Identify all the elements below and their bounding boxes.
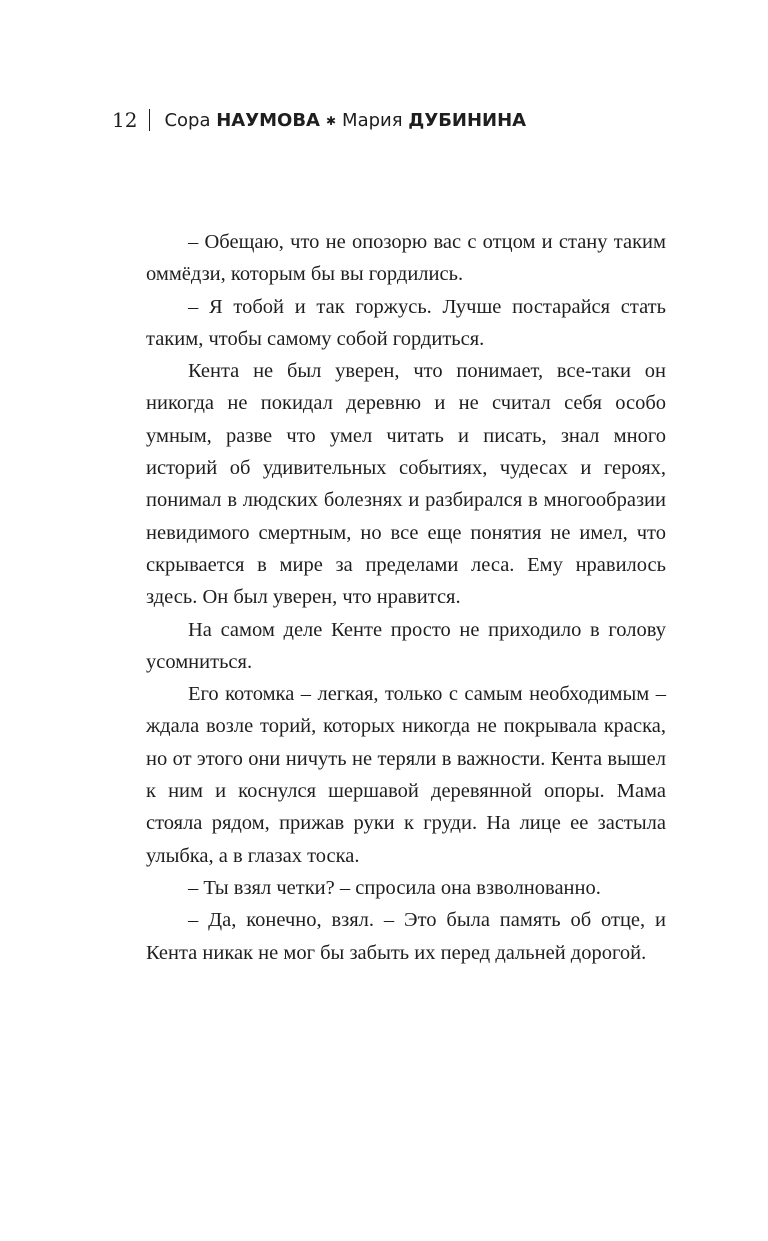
header-divider bbox=[149, 109, 150, 131]
body-text bbox=[146, 226, 666, 969]
paragraph: – Ты взял четки? – спросила она взволнованно. bbox=[188, 876, 601, 899]
paragraph: Кента не был уверен, что понимает, все-таки он никогда не покидал деревню и не считал себя особо умным, разве что умел читать и писать, знал много историй об удивительных событиях, чудесах и героях, понимал в людских болезнях и разбирался в многообразии невидимого смертным, но все еще понятия не имел, что скрывается в мире за пределами леса. Ему нравилось здесь. Он был уверен, что нравится. bbox=[146, 360, 666, 609]
author-2 bbox=[342, 110, 526, 131]
author-1 bbox=[164, 110, 320, 131]
running-header bbox=[112, 105, 526, 135]
paragraph: – Обещаю, что не опозорю вас с отцом и стану таким оммёдзи, которым бы вы гордились. bbox=[146, 231, 666, 286]
paragraph: Его котомка – легкая, только с самым необходимым – ждала возле торий, которых никогда не покрывала краска, но от этого они ничуть не теряли в важности. Кента вышел к ним и коснулся шершавой деревянной опоры. Мама стояла рядом, прижав руки к груди. На лице ее застыла улыбка, а в глазах тоска. bbox=[146, 683, 666, 867]
paragraph: – Я тобой и так горжусь. Лучше постарайся стать таким, чтобы самому собой гордиться. bbox=[146, 295, 666, 350]
author-1-first-name: Сора bbox=[164, 109, 211, 131]
paragraph: На самом деле Кенте просто не приходило в голову усомниться. bbox=[146, 618, 666, 673]
page-number: 12 bbox=[112, 108, 138, 132]
author-1-surname: НАУМОВА bbox=[216, 109, 320, 131]
author-2-first-name: Мария bbox=[342, 109, 403, 131]
author-2-surname: ДУБИНИНА bbox=[408, 109, 527, 131]
paragraph: – Да, конечно, взял. – Это была память об отце, и Кента никак не мог бы забыть их перед дальней дорогой. bbox=[146, 909, 666, 964]
author-separator-icon: ✱ bbox=[325, 114, 337, 128]
